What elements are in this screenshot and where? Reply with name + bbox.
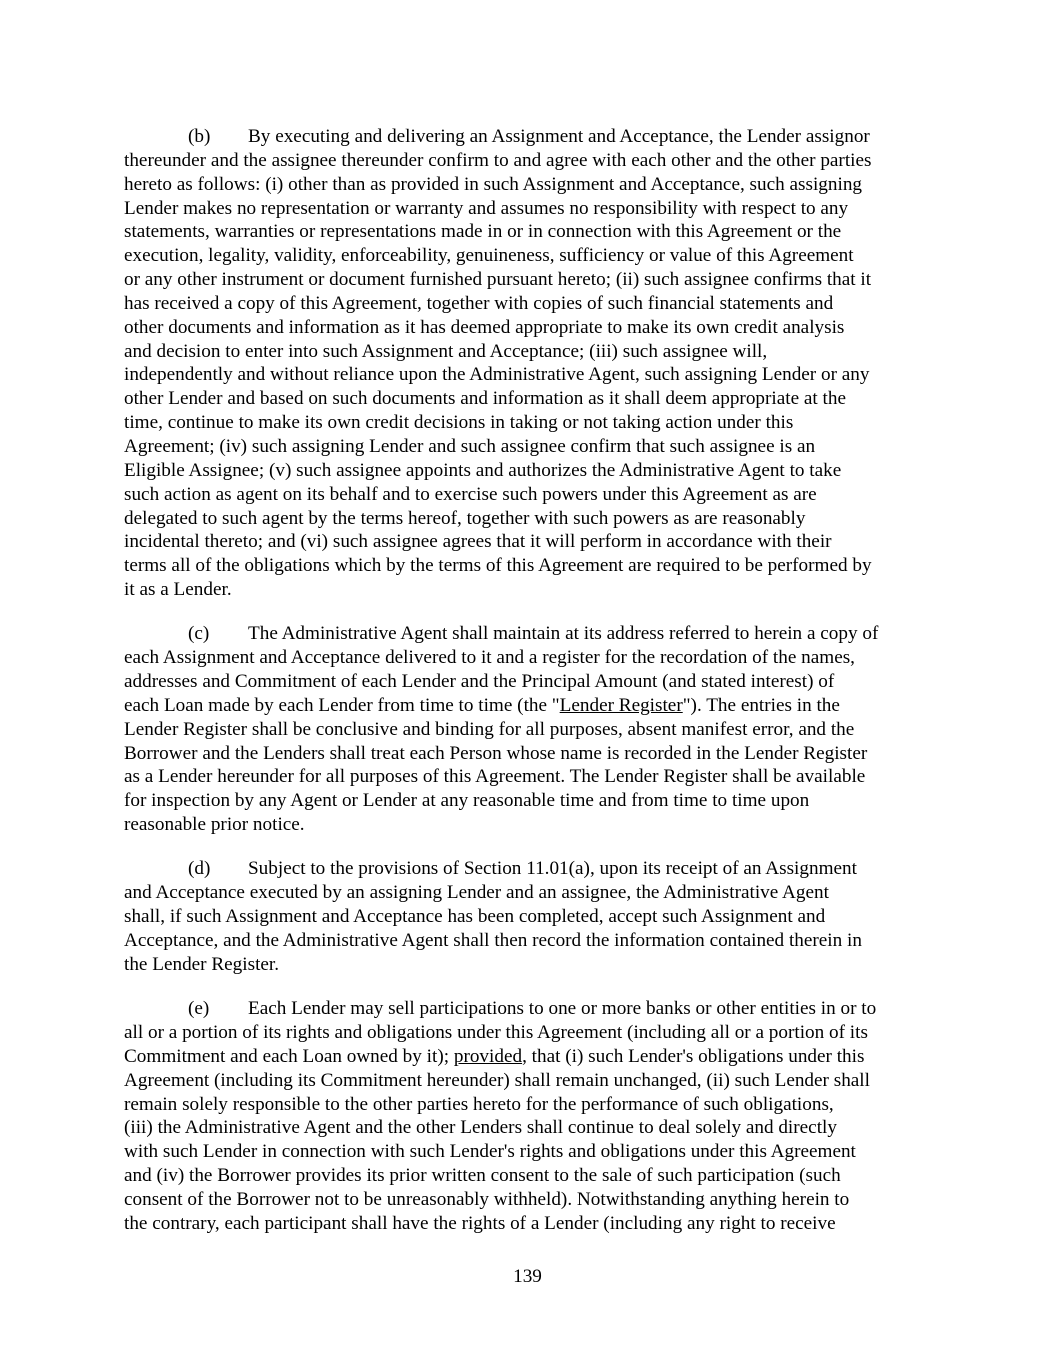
text-line: thereunder and the assignee thereunder confirm to and agree with each other and the other parties bbox=[124, 149, 872, 171]
text-line: statements, warranties or representations made in or in connection with this Agreement or the bbox=[124, 221, 842, 243]
text-line: other Lender and based on such documents and information as it shall deem appropriate at the bbox=[124, 388, 846, 410]
page-number: 139 bbox=[513, 1266, 542, 1287]
text-line: the Lender Register. bbox=[124, 953, 280, 975]
text-line bbox=[124, 622, 932, 646]
text-line: the contrary, each participant shall have the rights of a Lender (including any right to receive bbox=[124, 1212, 836, 1234]
text-line: for inspection by any Agent or Lender at any reasonable time and from time to time upon bbox=[124, 790, 810, 812]
text-line: Eligible Assignee; (v) such assignee appoints and authorizes the Administrative Agent to take bbox=[124, 459, 842, 481]
text-line: it as a Lender. bbox=[124, 579, 232, 601]
text-line: each Assignment and Acceptance delivered to it and a register for the recordation of the names, bbox=[124, 647, 855, 669]
text-line: other documents and information as it has deemed appropriate to make its own credit analysis bbox=[124, 316, 845, 338]
text-run: "). The entries in the bbox=[682, 694, 840, 716]
defined-term-lender-register: Lender Register bbox=[559, 694, 683, 716]
paragraph-marker: (c) bbox=[188, 623, 210, 645]
document-page bbox=[124, 125, 932, 1256]
paragraph-marker: (b) bbox=[188, 126, 211, 147]
paragraph-c bbox=[124, 622, 932, 837]
paragraph-e bbox=[124, 997, 932, 1235]
text-line: terms all of the obligations which by the terms of this Agreement are required to be performed by bbox=[124, 555, 872, 577]
text-line: Acceptance, and the Administrative Agent shall then record the information contained therein in bbox=[124, 930, 862, 951]
proviso-provided: provided bbox=[453, 1045, 523, 1067]
text-line: all or a portion of its rights and obligations under this Agreement (including all or a portion of its bbox=[124, 1022, 868, 1044]
text-run: By executing and delivering an Assignment and Acceptance, the Lender assignor bbox=[248, 126, 870, 147]
text-line: and (iv) the Borrower provides its prior written consent to the sale of such participation (such bbox=[124, 1165, 841, 1187]
text-line: incidental thereto; and (vi) such assignee agrees that it will perform in accordance with their bbox=[124, 531, 832, 553]
text-line: such action as agent on its behalf and to exercise such powers under this Agreement as are bbox=[124, 483, 817, 505]
text-line: or any other instrument or document furnished pursuant hereto; (ii) such assignee confirms that it bbox=[124, 269, 872, 291]
text-run: Subject to the provisions of Section 11.01(a), upon its receipt of an Assignment bbox=[248, 858, 857, 880]
text-line: as a Lender hereunder for all purposes of this Agreement. The Lender Register shall be available bbox=[124, 766, 866, 788]
text-line: has received a copy of this Agreement, together with copies of such financial statements and bbox=[124, 292, 834, 314]
text-line bbox=[124, 694, 932, 718]
paragraph-d bbox=[124, 857, 932, 976]
text-line: reasonable prior notice. bbox=[124, 814, 305, 836]
text-line: consent of the Borrower not to be unreasonably withheld). Notwithstanding anything herein to bbox=[124, 1188, 850, 1210]
text-line bbox=[124, 997, 932, 1021]
text-run: , that (i) such Lender's obligations under this bbox=[522, 1045, 865, 1067]
paragraph-marker: (d) bbox=[188, 858, 211, 880]
paragraph-marker: (e) bbox=[188, 998, 210, 1020]
text-line: and Acceptance executed by an assigning Lender and an assignee, the Administrative Agent bbox=[124, 882, 829, 904]
paragraph-b bbox=[124, 125, 932, 602]
text-line bbox=[124, 857, 932, 881]
text-run: Commitment and each Loan owned by it); bbox=[124, 1045, 454, 1067]
text-line: with such Lender in connection with such Lender's rights and obligations under this Agreement bbox=[124, 1141, 856, 1163]
text-line: Agreement; (iv) such assigning Lender and such assignee confirm that such assignee is an bbox=[124, 435, 816, 457]
text-line: Agreement (including its Commitment hereunder) shall remain unchanged, (ii) such Lender shall bbox=[124, 1069, 870, 1091]
text-run: Each Lender may sell participations to one or more banks or other entities in or to bbox=[248, 998, 877, 1020]
text-line: remain solely responsible to the other parties hereto for the performance of such obligations, bbox=[124, 1093, 834, 1115]
text-line bbox=[124, 125, 932, 149]
text-line: delegated to such agent by the terms hereof, together with such powers as are reasonably bbox=[124, 507, 806, 529]
text-line: Lender makes no representation or warranty and assumes no responsibility with respect to any bbox=[124, 197, 849, 219]
text-run: each Loan made by each Lender from time to time (the " bbox=[124, 694, 560, 716]
text-line: hereto as follows: (i) other than as provided in such Assignment and Acceptance, such assigning bbox=[124, 173, 863, 195]
text-line: (iii) the Administrative Agent and the other Lenders shall continue to deal solely and directly bbox=[124, 1117, 837, 1139]
text-run: The Administrative Agent shall maintain at its address referred to herein a copy of bbox=[248, 623, 879, 645]
text-line: Borrower and the Lenders shall treat each Person whose name is recorded in the Lender Register bbox=[124, 742, 868, 764]
text-line: addresses and Commitment of each Lender and the Principal Amount (and stated interest) of bbox=[124, 671, 835, 693]
text-line: Lender Register shall be conclusive and binding for all purposes, absent manifest error, and the bbox=[124, 718, 855, 740]
text-line: time, continue to make its own credit decisions in taking or not taking action under this bbox=[124, 412, 794, 434]
text-line: independently and without reliance upon the Administrative Agent, such assigning Lender or any bbox=[124, 364, 870, 386]
text-line bbox=[124, 1045, 932, 1069]
text-line: and decision to enter into such Assignment and Acceptance; (iii) such assignee will, bbox=[124, 340, 768, 362]
text-line: shall, if such Assignment and Acceptance has been completed, accept such Assignment and bbox=[124, 906, 826, 928]
text-line: execution, legality, validity, enforceability, genuineness, sufficiency or value of this Agreement bbox=[124, 245, 854, 267]
